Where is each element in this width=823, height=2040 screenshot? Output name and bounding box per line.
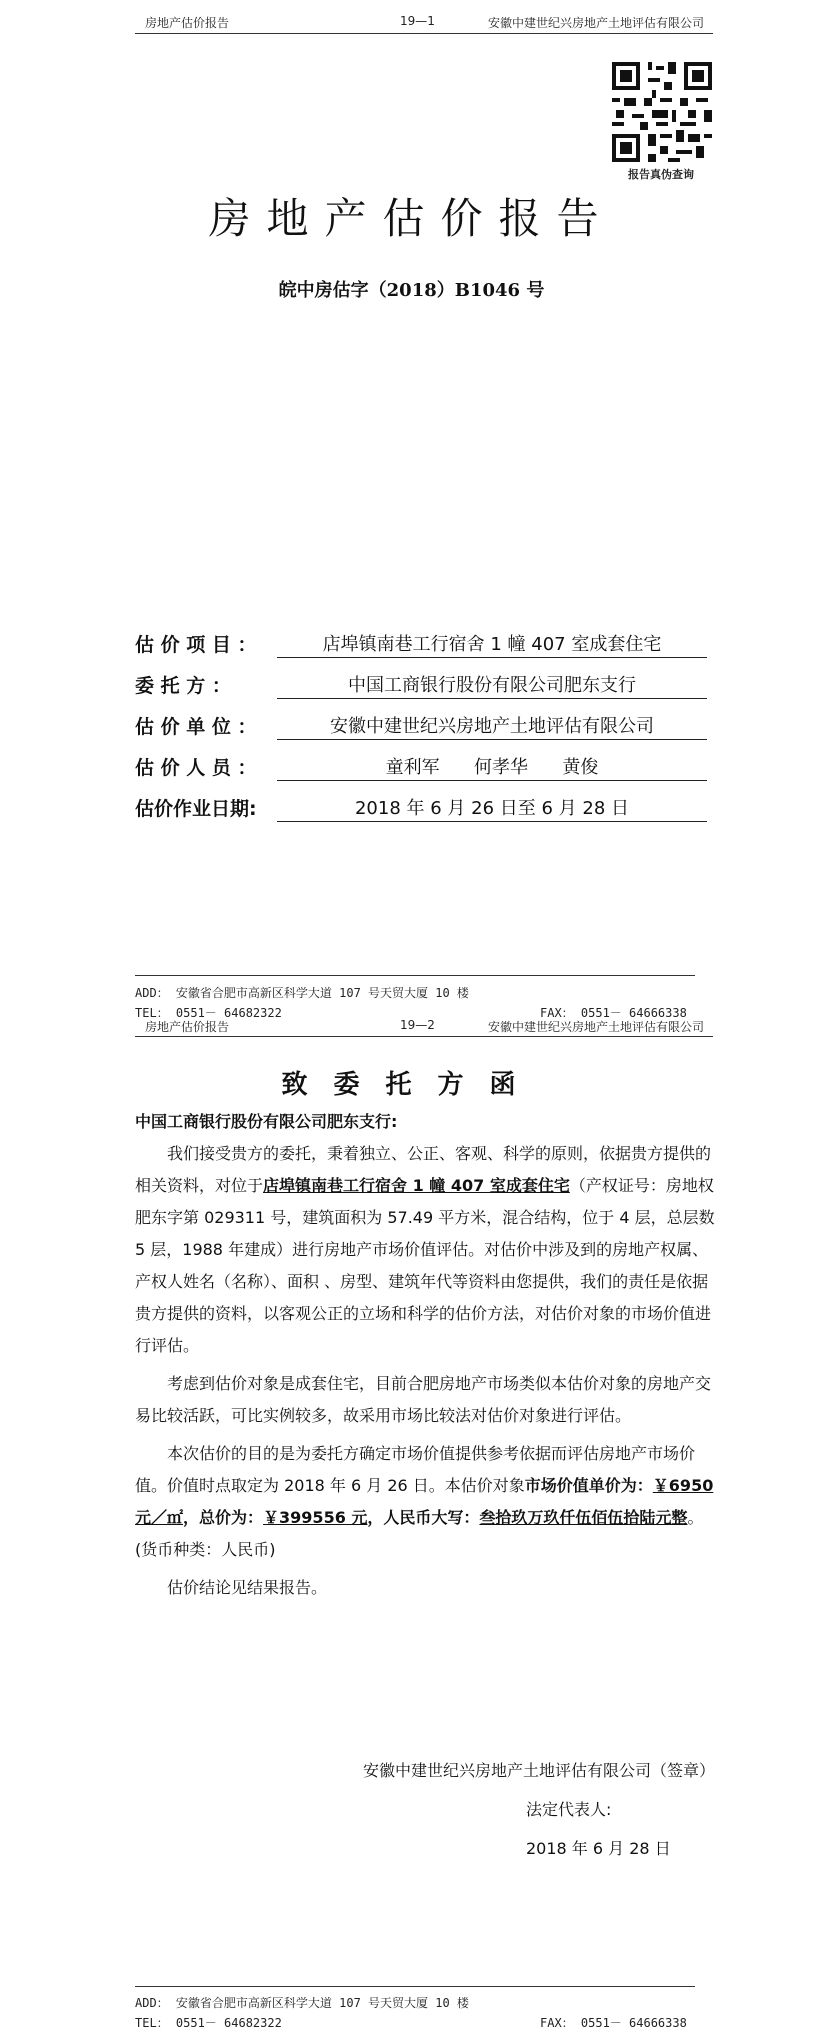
page2-footer-fax: FAX： 0551－ 64666338	[540, 2016, 687, 2030]
field-value: 2018 年 6 月 26 日至 6 月 28 日	[277, 794, 707, 822]
legal-representative: 法定代表人:	[526, 1800, 612, 1819]
unit-price-value: ￥6950 元／㎡	[135, 1476, 714, 1527]
field-label: 估 价 项 目 ：	[135, 634, 257, 656]
page2-header-page-number: 19—2	[400, 1018, 435, 1032]
currency-note: 。(货币种类：人民币)	[135, 1508, 704, 1559]
field-label: 估价作业日期:	[135, 798, 257, 820]
page1-footer-tel: TEL： 0551－ 64682322	[135, 1006, 282, 1020]
page2-footer-rule	[135, 1986, 695, 1987]
letter-paragraph-2: 考虑到估价对象是成套住宅，目前合肥房地产市场类似本估价对象的房地产交易比较活跃，可比实例较多，故采用市场比较法对估价对象进行评估。	[135, 1374, 712, 1425]
para3-text: 本次估价的目的是为委托方确定市场价值提供参考依据而评估房地产市场价值。价值时点取定为 2018 年 6 月 26 日。本估价对象	[135, 1444, 696, 1495]
page1-footer-rule	[135, 975, 695, 976]
page2-footer-tel: TEL： 0551－ 64682322	[135, 2016, 282, 2030]
unit-price-label: 市场价值单价为：	[524, 1476, 653, 1495]
field-value: 店埠镇南巷工行宿舍 1 幢 407 室成套住宅	[277, 630, 707, 658]
rmb-label: ，人民币大写：	[367, 1508, 480, 1527]
property-address: 店埠镇南巷工行宿舍 1 幢 407 室成套住宅	[263, 1176, 570, 1195]
report-number: 皖中房估字（2018）B1046 号	[278, 280, 545, 301]
page2-header-rule	[135, 1036, 713, 1037]
page1-header-right: 安徽中建世纪兴房地产土地评估有限公司	[488, 16, 705, 30]
para1-text-cont: （产权证号：房地权肥东字第 029311 号，建筑面积为 57.49 平方米，混合结构，位于 4 层，总层数 5 层，1988 年建成）进行房地产市场价值评估。对估价中涉及到的房地产权属、产权人姓名（名称）、面积 、房型、建筑年代等资料由您提供，我们的责任是依据贵方提供的资料，以客观公正的立场和科学的估价方法，对估价对象的市场价值进行评估。	[135, 1176, 715, 1355]
rmb-value: 叁拾玖万玖仟伍佰伍拾陆元整	[479, 1508, 688, 1527]
para1-text: 我们接受贵方的委托，秉着独立、公正、客观、科学的原则，依据贵方提供的相关资料，对位于	[135, 1144, 712, 1195]
field-client	[135, 671, 715, 701]
page1-header-rule	[135, 33, 713, 34]
field-label: 估 价 人 员 ：	[135, 757, 257, 779]
page2-header-right: 安徽中建世纪兴房地产土地评估有限公司	[488, 1020, 705, 1034]
qr-caption: 报告真伪查询	[628, 168, 694, 181]
page2-footer-address: ADD： 安徽省合肥市高新区科学大道 107 号天贸大厦 10 楼	[135, 1996, 469, 2010]
page1-header-left: 房地产估价报告	[145, 16, 230, 30]
letter-title: 致委托方函	[281, 1070, 542, 1100]
page1-footer-fax: FAX： 0551－ 64666338	[540, 1006, 687, 1020]
field-label: 估 价 单 位 ：	[135, 716, 257, 738]
page1-header-page-number: 19—1	[400, 14, 435, 28]
field-appraisal-date	[135, 794, 715, 824]
field-value: 安徽中建世纪兴房地产土地评估有限公司	[277, 712, 707, 740]
qr-code-icon	[612, 62, 712, 162]
letter-date: 2018 年 6 月 28 日	[526, 1839, 671, 1858]
field-label: 委 托 方 ：	[135, 675, 231, 697]
field-value: 中国工商银行股份有限公司肥东支行	[277, 671, 707, 699]
total-price-label: ，总价为：	[183, 1508, 264, 1527]
letter-paragraph-3	[135, 1438, 715, 1566]
field-value: 童利军 何孝华 黄俊	[277, 753, 707, 781]
letter-paragraph-1	[135, 1138, 715, 1362]
letter-paragraph-4: 估价结论见结果报告。	[167, 1578, 328, 1597]
page2-header-left: 房地产估价报告	[145, 1020, 230, 1034]
field-appraisal-firm	[135, 712, 715, 742]
total-price-value: ￥399556 元	[263, 1508, 368, 1527]
page1-footer-address: ADD： 安徽省合肥市高新区科学大道 107 号天贸大厦 10 楼	[135, 986, 469, 1000]
report-title: 房地产估价报告	[208, 194, 615, 243]
field-appraisal-project	[135, 630, 715, 660]
field-appraisers	[135, 753, 715, 783]
letter-body	[135, 1106, 715, 1604]
signature-company: 安徽中建世纪兴房地产土地评估有限公司（签章）	[362, 1761, 715, 1780]
letter-addressee: 中国工商银行股份有限公司肥东支行:	[135, 1112, 398, 1131]
